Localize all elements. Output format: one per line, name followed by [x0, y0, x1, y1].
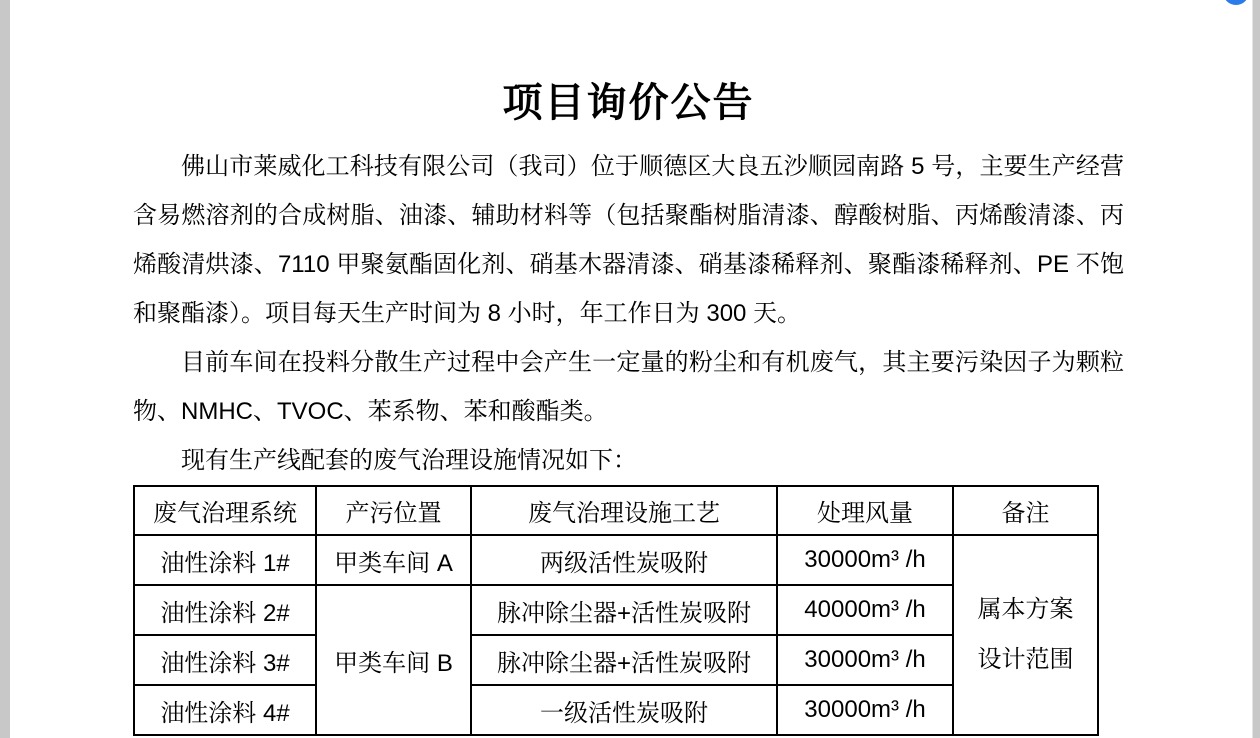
- header-remark: 备注: [953, 486, 1098, 535]
- cell-location: 甲类车间 A: [316, 535, 471, 585]
- cell-system: 油性涂料 2#: [134, 585, 316, 635]
- floating-blue-button[interactable]: [1223, 0, 1249, 5]
- header-process: 废气治理设施工艺: [471, 486, 777, 535]
- header-system: 废气治理系统: [134, 486, 316, 535]
- cell-remark-merged: [953, 535, 1098, 735]
- cell-process: 一级活性炭吸附: [471, 685, 777, 735]
- cell-airflow: 30000m³ /h: [777, 685, 953, 735]
- remark-line: 属本方案: [977, 596, 1074, 623]
- cell-process: 两级活性炭吸附: [471, 535, 777, 585]
- cell-system: 油性涂料 4#: [134, 685, 316, 735]
- cell-airflow: 30000m³ /h: [777, 535, 953, 585]
- cell-location-merged: 甲类车间 B: [316, 585, 471, 735]
- table-header-row: [134, 486, 1098, 535]
- cell-process: 脉冲除尘器+活性炭吸附: [471, 585, 777, 635]
- treatment-facilities-table: [133, 485, 1099, 736]
- paragraph-company-intro: 佛山市莱威化工科技有限公司（我司）位于顺德区大良五沙顺园南路 5 号，主要生产经营含易燃溶剂的合成树脂、油漆、辅助材料等（包括聚酯树脂清漆、醇酸树脂、丙烯酸清漆、丙烯酸清烘漆、7110 甲聚氨酯固化剂、硝基木器清漆、硝基漆稀释剂、聚酯漆稀释剂、PE 不饱和聚酯漆）。项目每天生产时间为 8 小时，年工作日为 300 天。: [133, 153, 1124, 327]
- cell-process: 脉冲除尘器+活性炭吸附: [471, 635, 777, 685]
- paragraph-table-lead-in: 现有生产线配套的废气治理设施情况如下：: [181, 447, 637, 474]
- header-location: 产污位置: [316, 486, 471, 535]
- cell-airflow: 30000m³ /h: [777, 635, 953, 685]
- cell-airflow: 40000m³ /h: [777, 585, 953, 635]
- cell-system: 油性涂料 3#: [134, 635, 316, 685]
- remark-line: 设计范围: [977, 646, 1074, 673]
- paragraph-pollution-factors: 目前车间在投料分散生产过程中会产生一定量的粉尘和有机废气，其主要污染因子为颗粒物、NMHC、TVOC、苯系物、苯和酸酯类。: [133, 349, 1124, 425]
- cell-system: 油性涂料 1#: [134, 535, 316, 585]
- page-title: 项目询价公告: [502, 81, 755, 125]
- table-row: [134, 535, 1098, 585]
- document-page: [10, 0, 1253, 738]
- header-airflow: 处理风量: [777, 486, 953, 535]
